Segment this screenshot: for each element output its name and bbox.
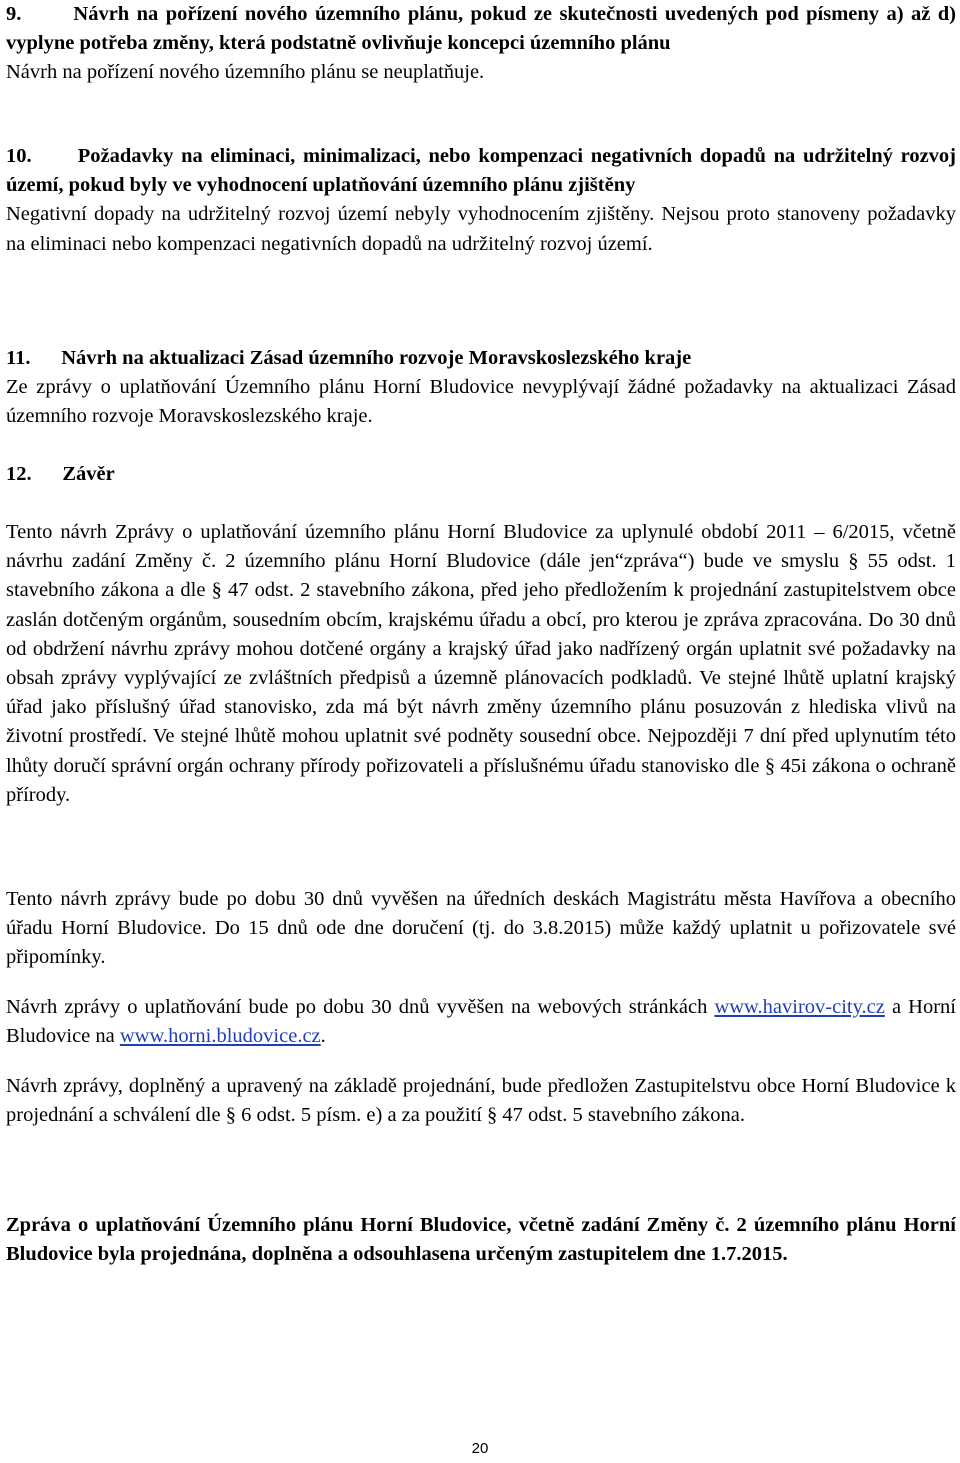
section-11-heading bbox=[6, 344, 956, 373]
section-10-heading bbox=[6, 142, 956, 200]
section-9-heading bbox=[6, 0, 956, 58]
section-11-body: Ze zprávy o uplatňování Územního plánu Horní Bludovice nevyplývají žádné požadavky na aktualizaci Zásad územního rozvoje Moravskoslezského kraje. bbox=[6, 376, 956, 428]
section-9-number: 9. bbox=[6, 3, 22, 25]
page-number: 20 bbox=[471, 1440, 489, 1457]
paragraph-4: Návrh zprávy, doplněný a upravený na základě projednání, bude předložen Zastupitelstvu obce Horní Bludovice k projednání a schválení dle § 6 odst. 5 písm. e) a za použití § 47 odst. 5 stavebního zákona. bbox=[6, 1075, 956, 1127]
section-9 bbox=[6, 0, 956, 88]
horni-bludovice-link[interactable]: www.horni.bludovice.cz bbox=[119, 1025, 321, 1048]
section-9-title: Návrh na pořízení nového územního plánu, pokud ze skutečnosti uvedených pod písmeny a) až d) vyplyne potřeba změny, která podstatně ovlivňuje koncepci územního plánu bbox=[6, 3, 957, 55]
paragraph-notice-boards bbox=[6, 885, 956, 973]
section-10-number: 10. bbox=[6, 145, 32, 167]
paragraph-council bbox=[6, 1072, 956, 1130]
section-10 bbox=[6, 142, 956, 259]
section-12-number: 12. bbox=[6, 463, 32, 485]
section-12-heading bbox=[6, 460, 956, 489]
section-12-title: Závěr bbox=[62, 463, 115, 485]
section-12 bbox=[6, 460, 956, 489]
paragraph-approval bbox=[6, 1211, 956, 1269]
paragraph-conclusion-intro bbox=[6, 518, 956, 810]
paragraph-websites bbox=[6, 993, 956, 1051]
paragraph-3-text-middle: a Horní Bludovice na bbox=[6, 996, 956, 1048]
section-9-body: Návrh na pořízení nového územního plánu se neuplatňuje. bbox=[6, 61, 485, 84]
section-10-body: Negativní dopady na udržitelný rozvoj území nebyly vyhodnocením zjištěny. Nejsou proto stanoveny požadavky na eliminaci nebo kompenzaci negativních dopadů na udržitelný rozvoj území. bbox=[6, 203, 956, 255]
section-10-title: Požadavky na eliminaci, minimalizaci, nebo kompenzaci negativních dopadů na udržitelný rozvoj území, pokud byly ve vyhodnocení uplatňování územního plánu zjištěny bbox=[6, 145, 957, 197]
section-11 bbox=[6, 344, 956, 432]
section-11-title: Návrh na aktualizaci Zásad územního rozvoje Moravskoslezského kraje bbox=[61, 347, 692, 369]
paragraph-3-text-before: Návrh zprávy o uplatňování bude po dobu 30 dnů vyvěšen na webových stránkách bbox=[6, 996, 715, 1018]
paragraph-3 bbox=[6, 993, 956, 1051]
paragraph-1: Tento návrh Zprávy o uplatňování územního plánu Horní Bludovice za uplynulé období 2011 – 6/2015, včetně návrhu zadání Změny č. 2 územního plánu Horní Bludovice (dále jen“zpráva“) bude ve smyslu § 55 odst. 1 stavebního zákona a dle § 47 odst. 2 stavebního zákona, před jeho předložením k projednání zastupitelstvem obce zaslán dotčeným orgánům, sousedním obcím, krajskému úřadu a obcí, pro kterou je zpráva zpracována. Do 30 dnů od obdržení návrhu zprávy mohou dotčené orgány a krajský úřad jako nadřízený orgán uplatnit své požadavky na obsah zprávy vyplývající ze zvláštních předpisů a územně plánovacích podkladů. Ve stejné lhůtě uplatní krajský úřad jako příslušný úřad stanovisko, zda má být návrh změny územního plánu posuzován z hlediska vlivů na životní prostředí. Ve stejné lhůtě mohou uplatnit své podněty sousední obce. Nejpozději 7 dní před uplynutím této lhůty doručí správní orgán ochrany přírody pořizovateli a příslušnému úřadu stanovisko dle § 45i zákona o ochraně přírody. bbox=[6, 521, 956, 806]
paragraph-2: Tento návrh zprávy bude po dobu 30 dnů vyvěšen na úředních deskách Magistrátu města Havířova a obecního úřadu Horní Bludovice. Do 15 dnů ode dne doručení (tj. do 3.8.2015) může každý uplatnit u pořizovatele své připomínky. bbox=[6, 888, 956, 969]
paragraph-5: Zpráva o uplatňování Územního plánu Horní Bludovice, včetně zadání Změny č. 2 územního plánu Horní Bludovice byla projednána, doplněna a odsouhlasena určeným zastupitelem dne 1.7.2015. bbox=[6, 1214, 956, 1266]
havirov-city-link[interactable]: www.havirov-city.cz bbox=[714, 996, 885, 1018]
paragraph-3-text-after: . bbox=[320, 1025, 326, 1048]
section-11-number: 11. bbox=[6, 347, 31, 369]
